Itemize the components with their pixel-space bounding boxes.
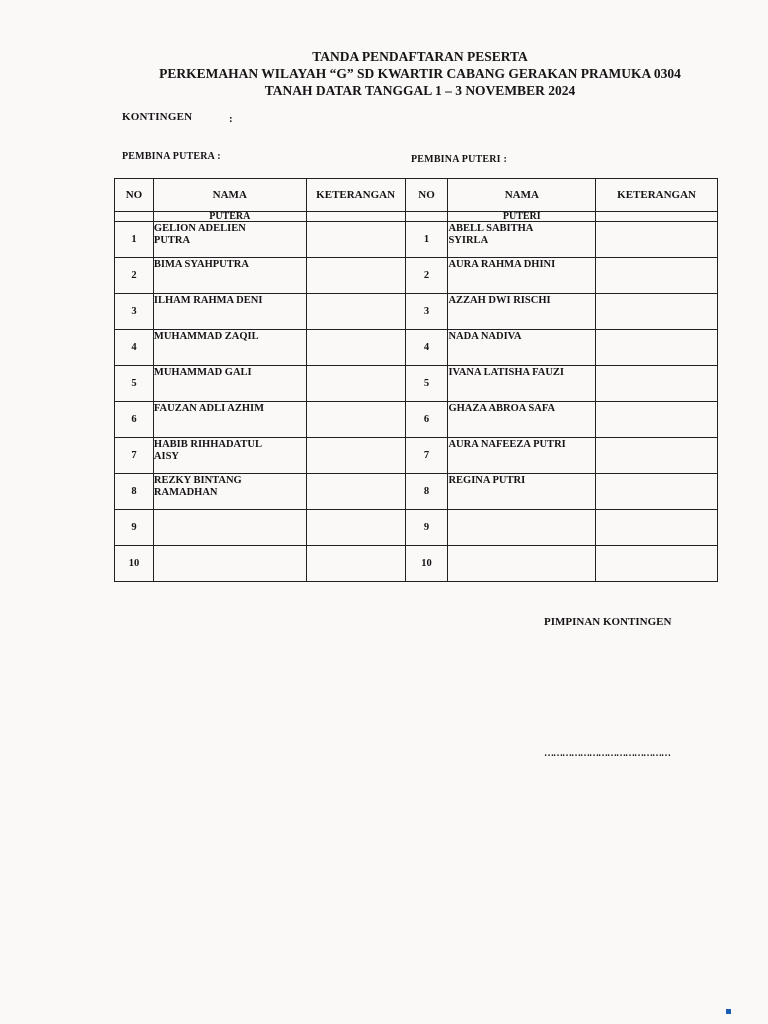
header-keterangan-puteri: KETERANGAN (596, 179, 718, 212)
pembina-putera-label: PEMBINA PUTERA : (122, 151, 221, 162)
table-row (115, 438, 718, 474)
row-no-putera: 6 (115, 402, 154, 438)
row-no-puteri: 4 (405, 330, 448, 366)
row-nama-puteri: REGINA PUTRI (448, 474, 596, 510)
row-nama-puteri: AZZAH DWI RISCHI (448, 294, 596, 330)
row-no-puteri: 2 (405, 258, 448, 294)
header-no-putera: NO (115, 179, 154, 212)
title-line-3: TANAH DATAR TANGGAL 1 – 3 NOVEMBER 2024 (264, 83, 576, 98)
signature-title: PIMPINAN KONTINGEN (544, 616, 672, 628)
table-row (115, 366, 718, 402)
row-nama-putera (153, 510, 306, 546)
row-no-putera: 2 (115, 258, 154, 294)
table-row (115, 546, 718, 582)
table-header-row (115, 179, 718, 212)
row-no-puteri: 10 (405, 546, 448, 582)
row-no-puteri: 9 (405, 510, 448, 546)
scanner-watermark (726, 1008, 760, 1020)
kontingen-label: KONTINGEN (122, 111, 193, 123)
row-keterangan-putera (306, 510, 405, 546)
table-row (115, 294, 718, 330)
row-no-putera: 9 (115, 510, 154, 546)
puteri-label: PUTERI (448, 212, 596, 222)
registration-table (114, 178, 718, 582)
row-no-puteri: 5 (405, 366, 448, 402)
row-nama-putera: GELION ADELIEN PUTRA (153, 222, 306, 258)
pembina-puteri-label: PEMBINA PUTERI : (411, 154, 507, 165)
row-nama-putera (153, 546, 306, 582)
row-no-puteri: 6 (405, 402, 448, 438)
row-no-putera: 1 (115, 222, 154, 258)
table-row (115, 402, 718, 438)
row-keterangan-putera (306, 366, 405, 402)
row-keterangan-putera (306, 474, 405, 510)
row-nama-putera: MUHAMMAD ZAQIL (153, 330, 306, 366)
table-row (115, 510, 718, 546)
row-nama-puteri: AURA NAFEEZA PUTRI (448, 438, 596, 474)
row-keterangan-puteri (596, 330, 718, 366)
row-no-putera: 8 (115, 474, 154, 510)
row-no-puteri: 3 (405, 294, 448, 330)
signature-line: …………………………………… (544, 748, 670, 759)
row-no-putera: 5 (115, 366, 154, 402)
table-row (115, 330, 718, 366)
row-no-putera: 4 (115, 330, 154, 366)
row-keterangan-putera (306, 438, 405, 474)
row-nama-putera: BIMA SYAHPUTRA (153, 258, 306, 294)
row-nama-putera: ILHAM RAHMA DENI (153, 294, 306, 330)
row-keterangan-puteri (596, 366, 718, 402)
header-no-puteri: NO (405, 179, 448, 212)
header-nama-putera: NAMA (153, 179, 306, 212)
table-row (115, 258, 718, 294)
kontingen-colon: : (229, 113, 233, 125)
row-nama-putera: FAUZAN ADLI AZHIM (153, 402, 306, 438)
table-rows (115, 222, 718, 582)
row-nama-puteri: NADA NADIVA (448, 330, 596, 366)
row-keterangan-puteri (596, 402, 718, 438)
row-nama-puteri: IVANA LATISHA FAUZI (448, 366, 596, 402)
row-nama-puteri (448, 546, 596, 582)
row-nama-puteri: AURA RAHMA DHINI (448, 258, 596, 294)
row-keterangan-puteri (596, 438, 718, 474)
title-line-1: TANDA PENDAFTARAN PESERTA (312, 49, 528, 64)
scanner-logo-icon (726, 1009, 731, 1014)
row-nama-putera: HABIB RIHHADATUL AISY (153, 438, 306, 474)
row-keterangan-puteri (596, 258, 718, 294)
row-no-putera: 3 (115, 294, 154, 330)
table-row (115, 474, 718, 510)
table-row (115, 222, 718, 258)
row-keterangan-puteri (596, 294, 718, 330)
row-keterangan-puteri (596, 510, 718, 546)
document-header (100, 48, 740, 99)
table-subheader-row (115, 212, 718, 222)
row-keterangan-putera (306, 330, 405, 366)
row-nama-putera: MUHAMMAD GALI (153, 366, 306, 402)
header-keterangan-putera: KETERANGAN (306, 179, 405, 212)
row-keterangan-putera (306, 294, 405, 330)
row-keterangan-puteri (596, 474, 718, 510)
row-keterangan-puteri (596, 546, 718, 582)
row-keterangan-putera (306, 546, 405, 582)
putera-label: PUTERA (153, 212, 306, 222)
row-keterangan-putera (306, 222, 405, 258)
title-line-2: PERKEMAHAN WILAYAH “G” SD KWARTIR CABANG GERAKAN PRAMUKA 0304 (159, 66, 681, 81)
row-no-putera: 7 (115, 438, 154, 474)
header-nama-puteri: NAMA (448, 179, 596, 212)
row-keterangan-puteri (596, 222, 718, 258)
row-no-puteri: 1 (405, 222, 448, 258)
row-nama-puteri: ABELL SABITHA SYIRLA (448, 222, 596, 258)
row-keterangan-putera (306, 258, 405, 294)
row-nama-putera: REZKY BINTANG RAMADHAN (153, 474, 306, 510)
row-keterangan-putera (306, 402, 405, 438)
row-nama-puteri (448, 510, 596, 546)
row-nama-puteri: GHAZA ABROA SAFA (448, 402, 596, 438)
row-no-puteri: 8 (405, 474, 448, 510)
row-no-putera: 10 (115, 546, 154, 582)
row-no-puteri: 7 (405, 438, 448, 474)
